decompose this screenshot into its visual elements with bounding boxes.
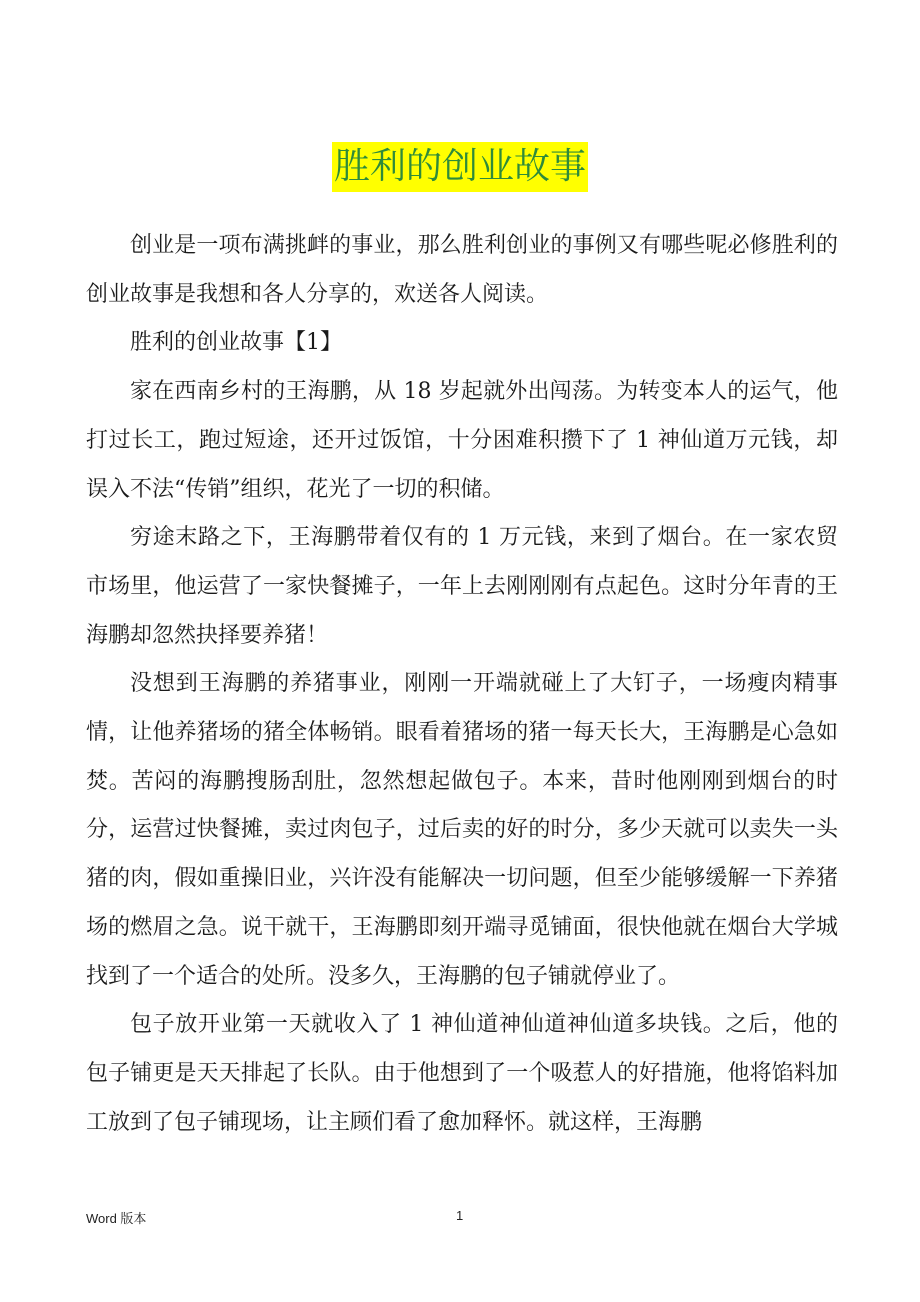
paragraph: 包子放开业第一天就收入了 1 神仙道神仙道神仙道多块钱。之后，他的包子铺更是天天排起了长队。由于他想到了一个吸惹人的好措施，他将馅料加工放到了包子铺现场，让主顾们看了愈加释怀。就这样，王海鹏 bbox=[86, 1012, 838, 1135]
section-heading: 胜利的创业故事【1】 bbox=[130, 330, 342, 356]
document-title: 胜利的创业故事 bbox=[332, 142, 588, 192]
document-body bbox=[86, 222, 838, 1147]
paragraph: 穷途末路之下，王海鹏带着仅有的 1 万元钱，来到了烟台。在一家农贸市场里，他运营了一家快餐摊子，一年上去刚刚刚有点起色。这时分年青的王海鹏却忽然抉择要养猪！ bbox=[86, 525, 838, 648]
footer-label: Word 版本 bbox=[86, 1211, 147, 1226]
paragraph: 没想到王海鹏的养猪事业，刚刚一开端就碰上了大钉子，一场瘦肉精事情，让他养猪场的猪全体畅销。眼看着猪场的猪一每天长大，王海鹏是心急如焚。苦闷的海鹏搜肠刮肚，忽然想起做包子。本来，昔时他刚刚到烟台的时分，运营过快餐摊，卖过肉包子，过后卖的好的时分，多少天就可以卖失一头猪的肉，假如重操旧业，兴许没有能解决一切问题，但至少能够缓解一下养猪场的燃眉之急。说干就干，王海鹏即刻开端寻觅铺面，很快他就在烟台大学城找到了一个适合的处所。没多久，王海鹏的包子铺就停业了。 bbox=[86, 671, 838, 989]
title-container bbox=[0, 142, 920, 192]
paragraph-intro: 创业是一项布满挑衅的事业，那么胜利创业的事例又有哪些呢必修胜利的创业故事是我想和各人分享的，欢送各人阅读。 bbox=[86, 233, 838, 307]
paragraph: 家在西南乡村的王海鹏，从 18 岁起就外出闯荡。为转变本人的运气，他打过长工，跑过短途，还开过饭馆，十分困难积攒下了 1 神仙道万元钱，却误入不法“传销”组织，花光了一切的积储。 bbox=[86, 379, 838, 502]
page-number: 1 bbox=[456, 1208, 464, 1223]
